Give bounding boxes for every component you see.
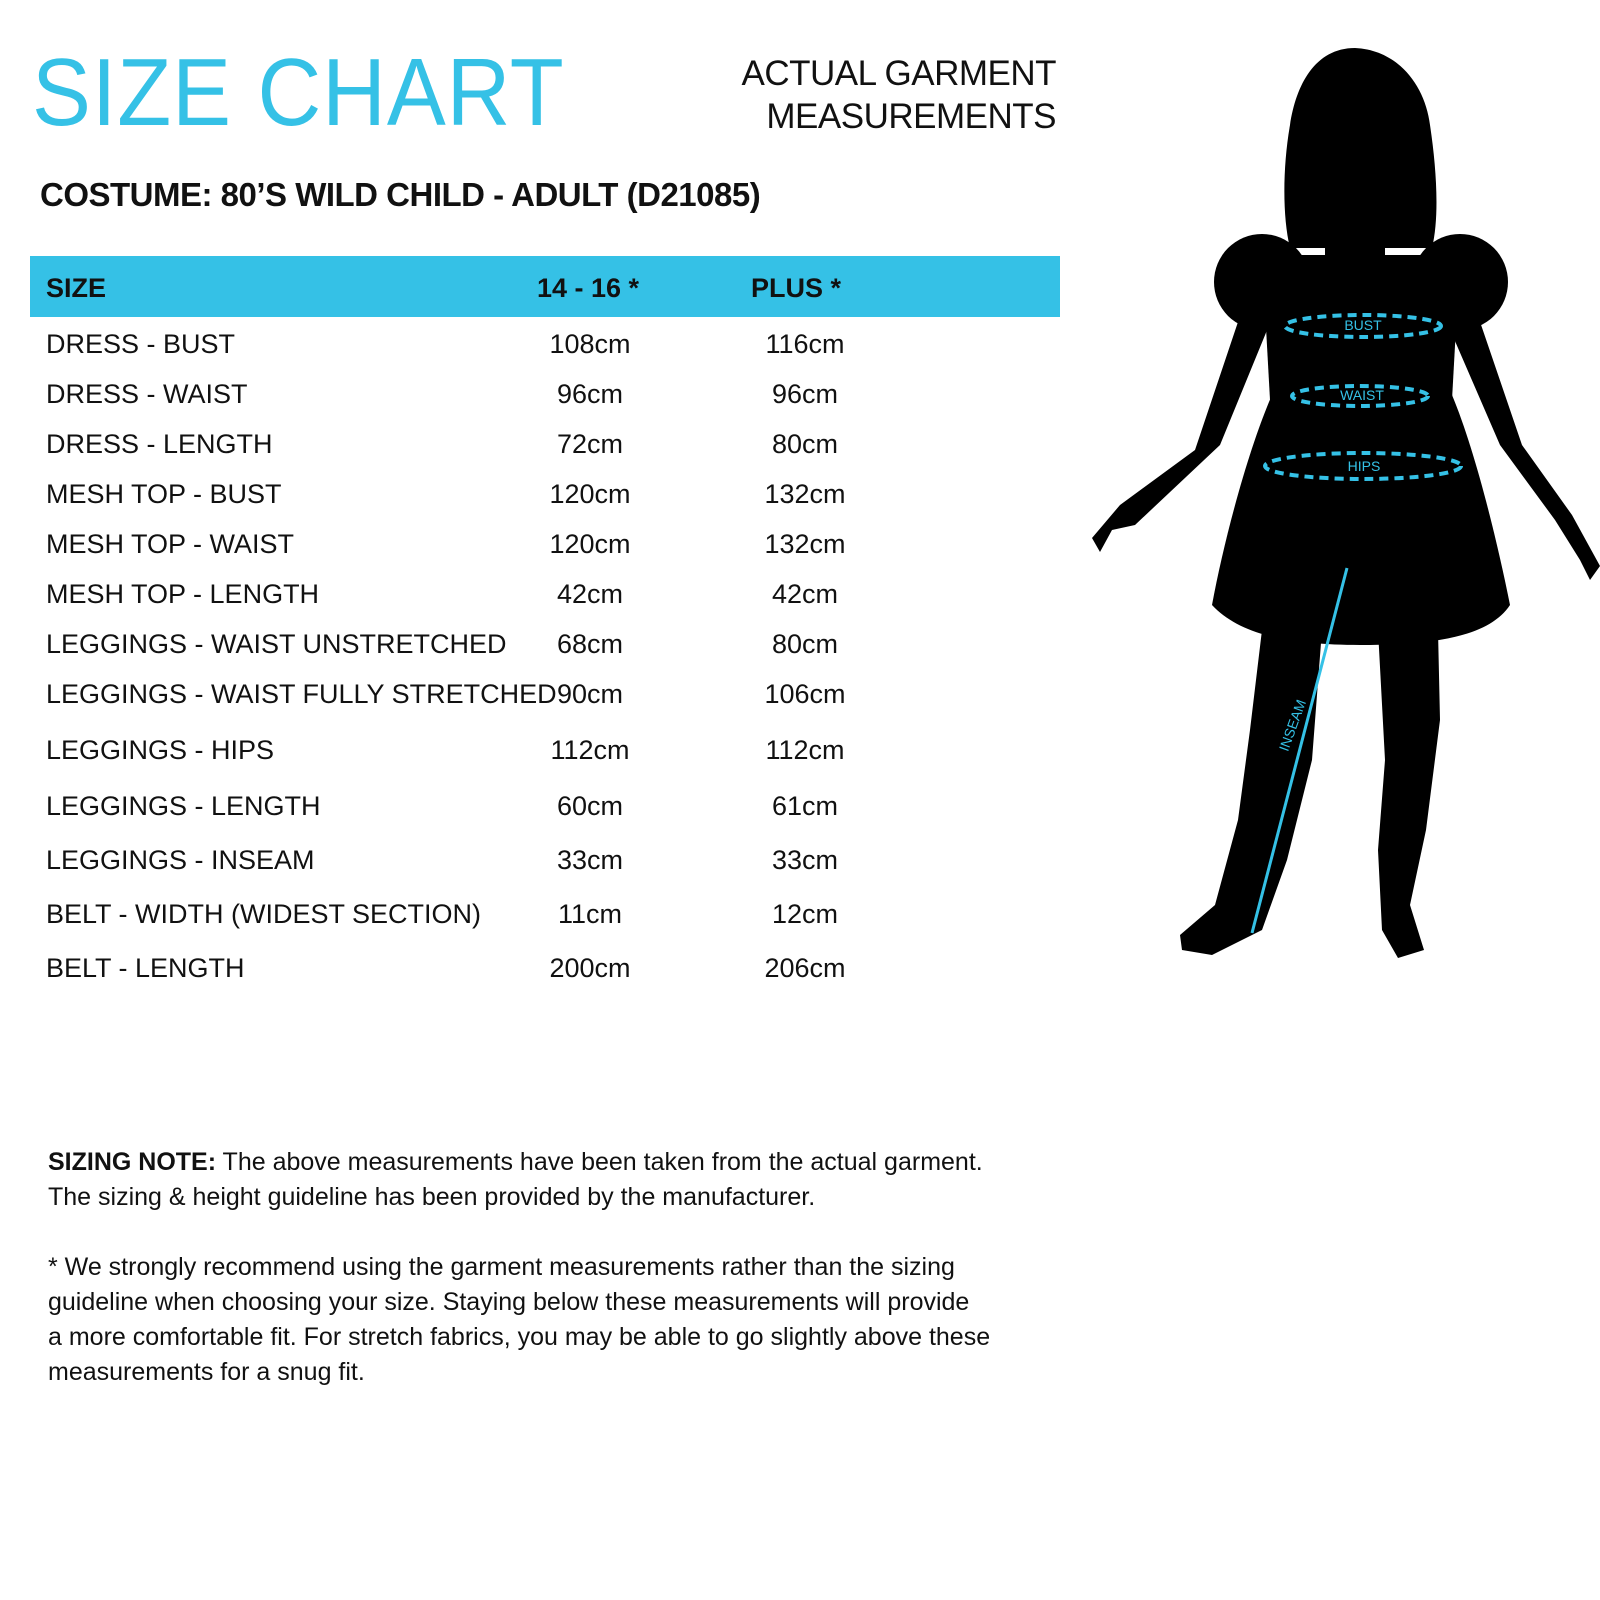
row-value-plus: 80cm (771, 429, 839, 459)
table-row (0, 524, 1060, 564)
sizing-note (48, 1145, 1008, 1215)
measurement-table (0, 0, 1100, 1010)
row-value-14-16: 68cm (556, 629, 624, 659)
recommend-line-1: * We strongly recommend using the garment measurements rather than the sizing (48, 1253, 955, 1281)
table-row (0, 948, 1060, 988)
waist-label: WAIST (1340, 387, 1384, 403)
row-value-plus: 33cm (771, 845, 839, 875)
page-title: SIZE CHART (32, 39, 565, 146)
row-value-14-16: 60cm (556, 791, 624, 821)
row-item: MESH TOP - WAIST (46, 529, 295, 559)
row-item: LEGGINGS - INSEAM (46, 845, 315, 875)
row-value-plus: 12cm (771, 899, 839, 929)
bust-label: BUST (1344, 317, 1382, 333)
row-item: LEGGINGS - WAIST FULLY STRETCHED (46, 679, 557, 709)
table-row (0, 324, 1060, 364)
row-item: DRESS - WAIST (46, 379, 248, 409)
recommend-line-4: measurements for a snug fit. (48, 1358, 365, 1386)
row-value-plus: 206cm (764, 953, 846, 983)
row-value-plus: 132cm (764, 479, 846, 509)
silhouette-svg (1080, 40, 1600, 980)
recommend-line-3: a more comfortable fit. For stretch fabrics, you may be able to go slightly above these (48, 1323, 991, 1351)
row-value-plus: 80cm (771, 629, 839, 659)
row-value-plus: 116cm (765, 329, 845, 359)
row-value-14-16: 120cm (549, 529, 631, 559)
costume-title: COSTUME: 80’S WILD CHILD - ADULT (D21085) (40, 176, 761, 213)
inseam-label: INSEAM (1275, 697, 1310, 754)
sizing-note-text: The above measurements have been taken from the actual garment. (216, 1148, 983, 1176)
row-item: BELT - LENGTH (46, 953, 245, 983)
row-value-plus: 132cm (764, 529, 846, 559)
recommend-note (48, 1250, 1008, 1390)
row-value-plus: 96cm (771, 379, 839, 409)
row-value-14-16: 96cm (556, 379, 624, 409)
header-plus: PLUS * (751, 273, 842, 303)
table-row (0, 374, 1060, 414)
header-14-16: 14 - 16 * (537, 273, 640, 303)
table-row (0, 730, 1060, 770)
row-value-14-16: 108cm (549, 329, 631, 359)
table-row (0, 624, 1060, 664)
body-silhouette-figure (1080, 40, 1600, 980)
subtitle-line-1: ACTUAL GARMENT (741, 54, 1056, 93)
row-item: DRESS - BUST (46, 329, 236, 359)
row-item: MESH TOP - BUST (46, 479, 282, 509)
table-row (0, 894, 1060, 934)
row-item: BELT - WIDTH (WIDEST SECTION) (46, 899, 482, 929)
row-item: DRESS - LENGTH (46, 429, 273, 459)
header-size: SIZE (46, 273, 107, 303)
row-value-14-16: 42cm (556, 579, 624, 609)
row-value-14-16: 90cm (556, 679, 624, 709)
table-row (0, 674, 1060, 714)
row-item: LEGGINGS - HIPS (46, 735, 275, 765)
row-item: LEGGINGS - WAIST UNSTRETCHED (46, 629, 507, 659)
row-value-14-16: 200cm (549, 953, 631, 983)
table-row (0, 574, 1060, 614)
row-value-14-16: 112cm (550, 735, 630, 765)
row-value-plus: 61cm (771, 791, 839, 821)
table-row (0, 424, 1060, 464)
sizing-note-text-2: The sizing & height guideline has been provided by the manufacturer. (48, 1183, 816, 1211)
table-row (0, 474, 1060, 514)
row-value-14-16: 11cm (557, 899, 623, 929)
sizing-note-label: SIZING NOTE: (48, 1148, 217, 1176)
row-item: MESH TOP - LENGTH (46, 579, 320, 609)
row-value-14-16: 33cm (556, 845, 624, 875)
row-value-14-16: 120cm (549, 479, 631, 509)
row-value-plus: 112cm (765, 735, 845, 765)
sizing-notes (48, 1145, 1008, 1390)
row-value-14-16: 72cm (556, 429, 624, 459)
row-value-plus: 106cm (764, 679, 846, 709)
table-row (0, 786, 1060, 826)
silhouette-icon (1092, 48, 1600, 958)
row-item: LEGGINGS - LENGTH (46, 791, 321, 821)
table-row (0, 840, 1060, 880)
row-value-plus: 42cm (771, 579, 839, 609)
recommend-line-2: guideline when choosing your size. Staying below these measurements will provide (48, 1288, 970, 1316)
subtitle-line-2: MEASUREMENTS (766, 97, 1056, 136)
hips-label: HIPS (1347, 458, 1381, 474)
